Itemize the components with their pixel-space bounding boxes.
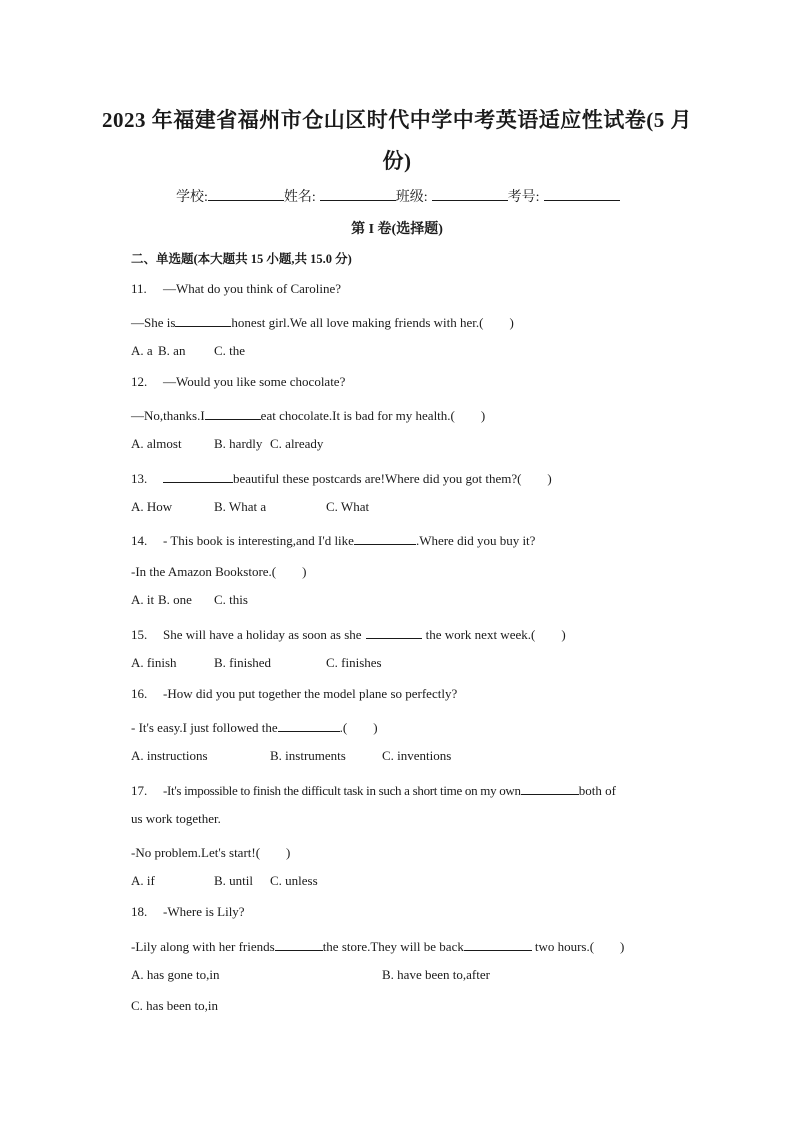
question-16-stem xyxy=(131,686,457,702)
class-blank xyxy=(432,186,508,201)
question-text: both of xyxy=(578,783,616,798)
question-12-option-a: A. almost xyxy=(131,436,182,451)
question-11-option-c: C. the xyxy=(214,343,246,358)
question-text: —She is xyxy=(131,315,176,330)
question-text: two hours.( ) xyxy=(534,939,625,954)
question-14-stem xyxy=(131,530,535,549)
question-number: 15. xyxy=(131,627,148,642)
question-14-line2: -In the Amazon Bookstore.( ) xyxy=(131,564,307,579)
question-13-option-a: A. How xyxy=(131,499,173,514)
question-number: 12. xyxy=(131,374,148,389)
question-12-line2 xyxy=(131,405,485,424)
answer-blank xyxy=(464,936,532,951)
question-17-line2: -No problem.Let's start!( ) xyxy=(131,845,291,860)
question-text: -How did you put together the model plane so perfectly? xyxy=(163,686,458,701)
question-text: She will have a holiday as soon as she xyxy=(163,627,362,642)
question-14-option-a: A. it xyxy=(131,592,155,607)
question-text: - This book is interesting,and I'd like xyxy=(163,533,354,548)
question-number: 14. xyxy=(131,533,148,548)
question-11-option-b: B. an xyxy=(158,343,186,358)
question-14-option-c: C. this xyxy=(214,592,248,607)
section-subtitle: 二、单选题(本大题共 15 小题,共 15.0 分) xyxy=(131,252,352,266)
question-13-option-c: C. What xyxy=(326,499,370,514)
question-12-option-c: C. already xyxy=(270,436,324,451)
question-17-option-b: B. until xyxy=(214,873,254,888)
question-text: eat chocolate.It is bad for my health.( ) xyxy=(260,408,486,423)
question-15-stem xyxy=(131,624,566,643)
answer-blank xyxy=(205,405,261,420)
question-number: 18. xyxy=(131,904,148,919)
answer-blank xyxy=(175,312,231,327)
question-text: .( ) xyxy=(339,720,378,735)
school-blank xyxy=(208,186,284,201)
question-text: -It's impossible to finish the difficult task in such a short time on my own xyxy=(163,783,521,798)
question-text: .Where did you buy it? xyxy=(415,533,536,548)
question-text: -Lily along with her friends xyxy=(131,939,275,954)
question-16-option-a: A. instructions xyxy=(131,748,208,763)
question-text: —Would you like some chocolate? xyxy=(163,374,346,389)
question-18-option-a: A. has gone to,in xyxy=(131,967,220,982)
question-text: honest girl.We all love making friends with her.( ) xyxy=(231,315,514,330)
question-17-stem-cont: us work together. xyxy=(131,811,221,826)
question-15-option-c: C. finishes xyxy=(326,655,382,670)
question-number: 17. xyxy=(131,783,148,798)
question-11-line2 xyxy=(131,312,514,331)
class-label: 班级: xyxy=(395,190,428,205)
question-15-option-a: A. finish xyxy=(131,655,177,670)
question-12-stem xyxy=(131,374,345,390)
question-16-option-c: C. inventions xyxy=(382,748,452,763)
answer-blank xyxy=(278,717,340,732)
question-13-stem xyxy=(131,468,552,487)
question-13-option-b: B. What a xyxy=(214,499,267,514)
name-label: 姓名: xyxy=(283,190,316,205)
question-16-option-b: B. instruments xyxy=(270,748,346,763)
question-18-stem xyxy=(131,904,245,920)
question-text: - It's easy.I just followed the xyxy=(131,720,278,735)
question-16-line2 xyxy=(131,717,378,736)
question-17-option-a: A. if xyxy=(131,873,155,888)
answer-blank xyxy=(366,624,422,639)
question-18-option-c: C. has been to,in xyxy=(131,998,219,1013)
exam-number-blank xyxy=(544,186,620,201)
question-11-option-a: A. a xyxy=(131,343,153,358)
question-18-option-b: B. have been to,after xyxy=(382,967,490,982)
student-info-row xyxy=(176,186,620,206)
answer-blank xyxy=(163,468,233,483)
exam-title-line2: 份) xyxy=(382,149,412,173)
question-11-stem xyxy=(131,281,341,297)
answer-blank xyxy=(275,936,323,951)
exam-title-line1: 2023 年福建省福州市仓山区时代中学中考英语适应性试卷(5 月 xyxy=(102,108,692,132)
question-14-option-b: B. one xyxy=(158,592,192,607)
name-blank xyxy=(320,186,396,201)
question-text: beautiful these postcards are!Where did you got them?( ) xyxy=(233,471,552,486)
question-number: 11. xyxy=(131,281,147,296)
question-15-option-b: B. finished xyxy=(214,655,272,670)
question-number: 16. xyxy=(131,686,148,701)
answer-blank xyxy=(521,780,579,795)
question-text: the store.They will be back xyxy=(322,939,464,954)
question-text: -Where is Lily? xyxy=(163,904,245,919)
section-title: 第 I 卷(选择题) xyxy=(351,222,443,237)
question-12-option-b: B. hardly xyxy=(214,436,263,451)
question-17-option-c: C. unless xyxy=(270,873,318,888)
school-label: 学校: xyxy=(176,190,208,205)
question-text: —No,thanks.I xyxy=(131,408,205,423)
answer-blank xyxy=(354,530,416,545)
question-number: 13. xyxy=(131,471,148,486)
exam-number-label: 考号: xyxy=(507,190,540,205)
question-17-stem xyxy=(131,780,616,799)
question-text: the work next week.( ) xyxy=(425,627,566,642)
question-text: —What do you think of Caroline? xyxy=(163,281,341,296)
question-18-line2 xyxy=(131,936,624,955)
